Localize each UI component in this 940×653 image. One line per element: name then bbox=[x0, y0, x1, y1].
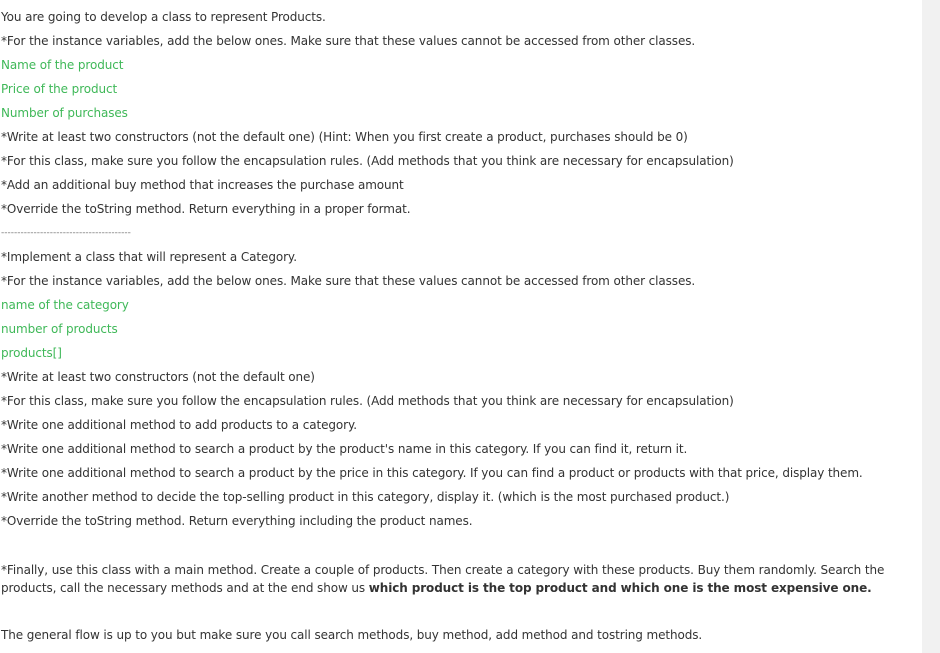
product-requirement: *Override the toString method. Return everything in a proper format. bbox=[1, 202, 411, 216]
category-requirement: *Write one additional method to search a product by the product's name in this category. If you can find it, return it. bbox=[1, 442, 688, 456]
category-requirement: *Write at least two constructors (not the default one) bbox=[1, 370, 315, 384]
product-var-name: Name of the product bbox=[1, 58, 124, 72]
category-requirement: *Write one additional method to search a product by the price in this category. If you can find a product or products with that price, display them. bbox=[1, 466, 863, 480]
products-intro: You are going to develop a class to represent Products. bbox=[1, 10, 326, 24]
final-instructions-text: *Finally, use this class with a main method. Create a couple of products. Then create a category with these products. Buy them randomly. Search the products, call the necessary methods and at the end show us bbox=[1, 563, 885, 595]
product-requirement: *For this class, make sure you follow the encapsulation rules. (Add methods that you think are necessary for encapsulation) bbox=[1, 154, 734, 168]
product-var-purchases: Number of purchases bbox=[1, 106, 128, 120]
final-instructions bbox=[1, 561, 911, 597]
product-requirement: *Add an additional buy method that increases the purchase amount bbox=[1, 178, 404, 192]
category-instance-vars-note: *For the instance variables, add the below ones. Make sure that these values cannot be accessed from other classes. bbox=[1, 274, 696, 288]
product-var-price: Price of the product bbox=[1, 82, 118, 96]
final-instructions-emphasis: which product is the top product and which one is the most expensive one. bbox=[368, 581, 872, 595]
category-requirement: *Write one additional method to add products to a category. bbox=[1, 418, 357, 432]
category-var-name: name of the category bbox=[1, 298, 129, 312]
section-divider: ---------------------------------------- bbox=[1, 228, 131, 238]
category-requirement: *For this class, make sure you follow the encapsulation rules. (Add methods that you think are necessary for encapsulation) bbox=[1, 394, 734, 408]
category-requirement: *Override the toString method. Return everything including the product names. bbox=[1, 514, 473, 528]
category-intro: *Implement a class that will represent a Category. bbox=[1, 250, 297, 264]
category-var-products: products[] bbox=[1, 346, 62, 360]
products-instance-vars-note: *For the instance variables, add the below ones. Make sure that these values cannot be accessed from other classes. bbox=[1, 34, 696, 48]
product-requirement: *Write at least two constructors (not the default one) (Hint: When you first create a product, purchases should be 0) bbox=[1, 130, 688, 144]
right-gutter bbox=[922, 0, 940, 653]
closing-note: The general flow is up to you but make sure you call search methods, buy method, add method and tostring methods. bbox=[1, 628, 703, 642]
category-var-count: number of products bbox=[1, 322, 118, 336]
category-requirement: *Write another method to decide the top-selling product in this category, display it. (which is the most purchased product.) bbox=[1, 490, 730, 504]
